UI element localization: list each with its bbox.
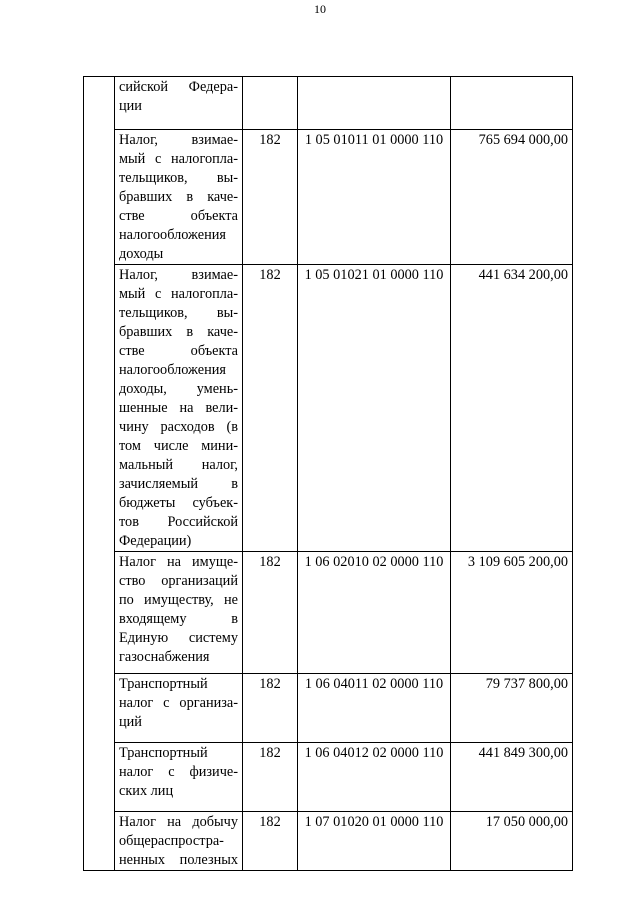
table-row: [84, 265, 573, 552]
tax-name-line: по имуществу, не: [119, 592, 238, 608]
admin-code-cell: [243, 77, 298, 130]
tax-name-cell: [115, 812, 243, 871]
tax-name-line: тельщиков, вы-: [119, 170, 238, 186]
tax-name-line: ство организаций: [119, 573, 238, 589]
tax-name-cell: [115, 77, 243, 130]
tax-name-line: налогообложения: [119, 227, 226, 243]
tax-name-line: доходы, умень-: [119, 381, 238, 397]
admin-code-cell: 182: [243, 130, 298, 265]
tax-name-line: тов Российской: [119, 514, 238, 530]
tax-name-line: налог с физиче-: [119, 764, 238, 780]
budget-code-cell: 1 05 01021 01 0000 110: [298, 265, 451, 552]
tax-name-cell: [115, 265, 243, 552]
tax-name-line: Налог на имуще-: [119, 554, 238, 570]
tax-name-cell: [115, 552, 243, 674]
tax-name-line: ции: [119, 98, 142, 114]
tax-name-line: ций: [119, 714, 142, 730]
budget-code-cell: 1 06 02010 02 0000 110: [298, 552, 451, 674]
amount-cell: 79 737 800,00: [451, 674, 573, 743]
tax-name-line: мальный налог,: [119, 457, 238, 473]
admin-code-cell: 182: [243, 265, 298, 552]
admin-code-cell: 182: [243, 812, 298, 871]
amount-cell: [451, 77, 573, 130]
tax-name-line: доходы: [119, 246, 164, 262]
tax-name-line: бюджеты субъек-: [119, 495, 238, 511]
tax-name-line: чину расходов (в: [119, 419, 238, 435]
tax-name-line: сийской Федера-: [119, 79, 238, 95]
tax-name-line: бравших в каче-: [119, 189, 238, 205]
admin-code-cell: 182: [243, 674, 298, 743]
admin-code-cell: 182: [243, 743, 298, 812]
revenue-table: [83, 76, 573, 871]
tax-name-line: налогообложения: [119, 362, 226, 378]
tax-name-line: стве объекта: [119, 208, 238, 224]
table-row: [84, 674, 573, 743]
amount-cell: 441 849 300,00: [451, 743, 573, 812]
table-row: [84, 743, 573, 812]
tax-name-line: Единую систему: [119, 630, 238, 646]
amount-cell: 441 634 200,00: [451, 265, 573, 552]
budget-code-cell: 1 06 04011 02 0000 110: [298, 674, 451, 743]
tax-name-line: ских лиц: [119, 783, 174, 799]
amount-cell: 3 109 605 200,00: [451, 552, 573, 674]
tax-name-line: шенные на вели-: [119, 400, 238, 416]
tax-name-line: тельщиков, вы-: [119, 305, 238, 321]
tax-name-line: Транспортный: [119, 676, 208, 692]
tax-name-line: Транспортный: [119, 745, 208, 761]
tax-name-line: общераспростра-: [119, 833, 224, 849]
tax-name-line: Налог, взимае-: [119, 267, 238, 283]
tax-name-line: Налог на добычу: [119, 814, 238, 830]
tax-name-line: мый с налогопла-: [119, 151, 238, 167]
tax-name-line: стве объекта: [119, 343, 238, 359]
budget-code-cell: 1 06 04012 02 0000 110: [298, 743, 451, 812]
admin-code-cell: 182: [243, 552, 298, 674]
tax-name-line: ненных полезных: [119, 852, 238, 868]
tax-name-line: бравших в каче-: [119, 324, 238, 340]
tax-name-line: Федерации): [119, 533, 192, 549]
tax-name-cell: [115, 743, 243, 812]
table-row: [84, 812, 573, 871]
budget-code-cell: 1 07 01020 01 0000 110: [298, 812, 451, 871]
tax-name-line: налог с организа-: [119, 695, 238, 711]
tax-name-cell: [115, 674, 243, 743]
tax-name-line: мый с налогопла-: [119, 286, 238, 302]
tax-name-line: зачисляемый в: [119, 476, 238, 492]
amount-cell: 17 050 000,00: [451, 812, 573, 871]
tax-name-line: входящему в: [119, 611, 238, 627]
amount-cell: 765 694 000,00: [451, 130, 573, 265]
table-row: [84, 77, 573, 130]
budget-code-cell: 1 05 01011 01 0000 110: [298, 130, 451, 265]
tax-name-cell: [115, 130, 243, 265]
tax-name-line: том числе мини-: [119, 438, 238, 454]
row-number-cell: [84, 77, 115, 871]
tax-name-line: газоснабжения: [119, 649, 210, 665]
tax-name-line: Налог, взимае-: [119, 132, 238, 148]
budget-code-cell: [298, 77, 451, 130]
page-number: 10: [314, 2, 326, 16]
table-row: [84, 130, 573, 265]
table-row: [84, 552, 573, 674]
